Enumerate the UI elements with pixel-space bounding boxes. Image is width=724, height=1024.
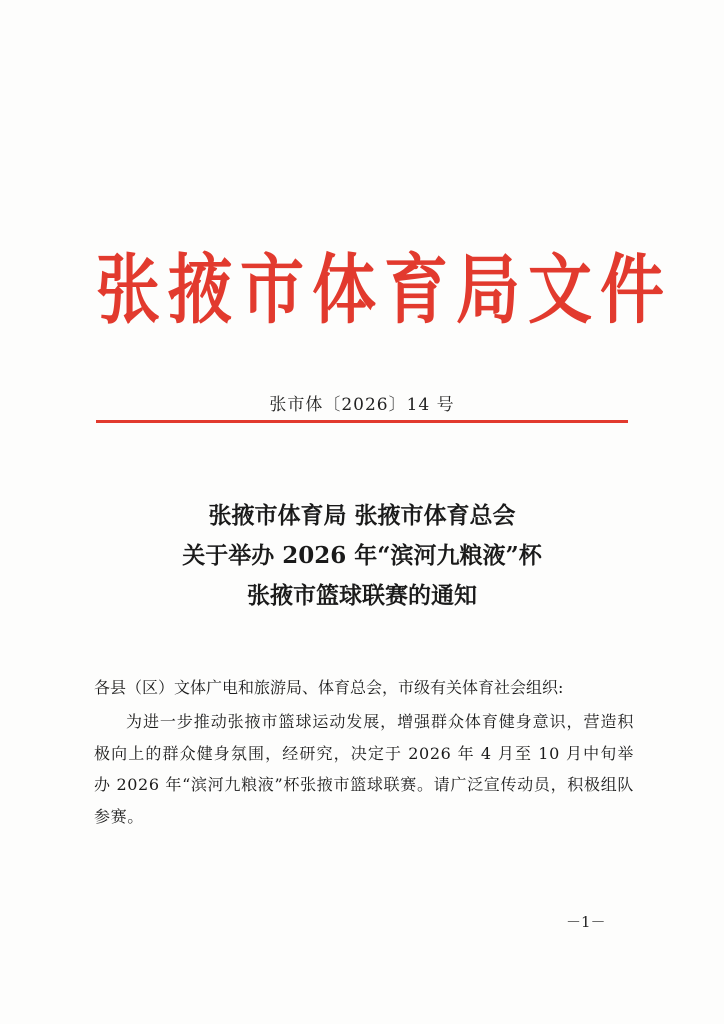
page-number: －1－	[566, 913, 606, 931]
red-divider-line	[96, 420, 628, 423]
notice-title-line-3: 张掖市篮球联赛的通知	[247, 582, 477, 609]
salutation: 各县（区）文体广电和旅游局、体育总会，市级有关体育社会组织:	[94, 678, 564, 697]
document-number: 张市体〔2026〕14 号	[269, 395, 455, 415]
notice-title	[0, 496, 724, 616]
body-paragraph: 为进一步推动张掖市篮球运动发展，增强群众体育健身意识，营造积极向上的群众健身氛围，经研究，决定于 2026 年 4 月至 10 月中旬举办 2026 年“滨河九粮液”杯张掖市篮球联赛。请广泛宣传动员，积极组队参赛。	[94, 712, 634, 826]
notice-title-line-2: 关于举办 2026 年“滨河九粮液”杯	[182, 542, 542, 569]
notice-title-line-1: 张掖市体育局 张掖市体育总会	[208, 502, 516, 529]
letterhead-title: 张掖市体育局文件	[96, 247, 672, 335]
